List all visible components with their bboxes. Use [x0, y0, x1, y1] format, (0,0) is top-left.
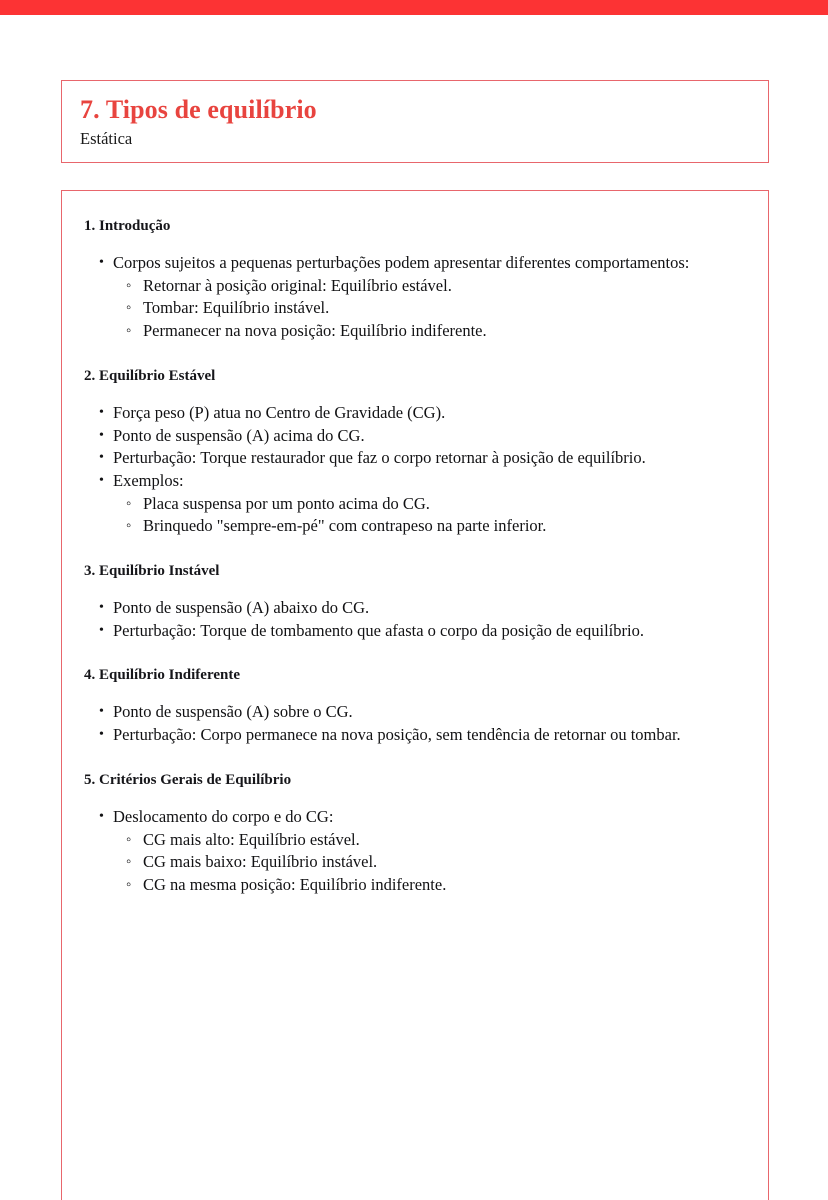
list-item: [82, 806, 748, 897]
sub-list-item-text: ◦ CG na mesma posição: Equilíbrio indiferente.: [143, 874, 748, 897]
section-block: [82, 666, 748, 746]
sub-list-item: [113, 320, 748, 343]
sub-bullet-list: [113, 829, 748, 897]
sub-list-item: [113, 493, 748, 516]
sub-list-item-text: ◦ Brinquedo "sempre-em-pé" com contrapeso na parte inferior.: [143, 515, 748, 538]
section-block: [82, 771, 748, 897]
sub-list-item: [113, 297, 748, 320]
list-item-text: • Força peso (P) atua no Centro de Gravidade (CG).: [113, 402, 748, 425]
list-item: [82, 252, 748, 343]
sub-list-item: [113, 874, 748, 897]
sub-list-item: [113, 275, 748, 298]
section-heading: 5. Critérios Gerais de Equilíbrio: [84, 771, 292, 788]
sub-list-item-text: ◦ Tombar: Equilíbrio instável.: [143, 297, 748, 320]
bullet-list: [82, 252, 748, 343]
sub-bullet-list: [113, 493, 748, 538]
bullet-list: [82, 597, 748, 642]
bullet-list: [82, 402, 748, 538]
list-item: [82, 402, 748, 425]
list-item: [82, 470, 748, 538]
document-page: [0, 15, 828, 1171]
list-item-text: • Ponto de suspensão (A) acima do CG.: [113, 425, 748, 448]
accent-top-bar: [0, 0, 828, 15]
sub-list-item: [113, 515, 748, 538]
sections-container: [82, 217, 748, 897]
section-heading: 3. Equilíbrio Instável: [84, 563, 220, 580]
list-item-text: • Ponto de suspensão (A) abaixo do CG.: [113, 597, 748, 620]
list-item-text: • Perturbação: Corpo permanece na nova posição, sem tendência de retornar ou tombar.: [113, 724, 748, 747]
page-subtitle: Estática: [80, 129, 133, 148]
sub-bullet-list: [113, 275, 748, 343]
sub-list-item-text: ◦ Retornar à posição original: Equilíbrio estável.: [143, 275, 748, 298]
list-item: [82, 701, 748, 724]
sub-list-item: [113, 851, 748, 874]
sub-list-item-text: ◦ CG mais alto: Equilíbrio estável.: [143, 829, 748, 852]
section-block: [82, 562, 748, 642]
section-heading: 2. Equilíbrio Estável: [84, 367, 216, 384]
sub-list-item: [113, 829, 748, 852]
list-item-text: • Deslocamento do corpo e do CG:: [113, 806, 748, 829]
list-item-text: • Corpos sujeitos a pequenas perturbações podem apresentar diferentes comportamentos:: [113, 252, 748, 275]
list-item-text: • Exemplos:: [113, 470, 748, 493]
section-heading: 1. Introdução: [84, 218, 171, 234]
section-block: [82, 217, 748, 343]
sub-list-item-text: ◦ Permanecer na nova posição: Equilíbrio indiferente.: [143, 320, 748, 343]
bullet-list: [82, 806, 748, 897]
list-item: [82, 447, 748, 470]
list-item: [82, 620, 748, 643]
section-block: [82, 367, 748, 538]
list-item-text: • Perturbação: Torque de tombamento que afasta o corpo da posição de equilíbrio.: [113, 620, 748, 643]
section-heading: 4. Equilíbrio Indiferente: [84, 667, 240, 684]
list-item: [82, 724, 748, 747]
sub-list-item-text: ◦ CG mais baixo: Equilíbrio instável.: [143, 851, 748, 874]
bullet-list: [82, 701, 748, 746]
page-title: 7. Tipos de equilíbrio: [80, 95, 317, 124]
sub-list-item-text: ◦ Placa suspensa por um ponto acima do CG.: [143, 493, 748, 516]
content-card: [61, 190, 769, 1200]
list-item-text: • Ponto de suspensão (A) sobre o CG.: [113, 701, 748, 724]
list-item: [82, 425, 748, 448]
list-item-text: • Perturbação: Torque restaurador que faz o corpo retornar à posição de equilíbrio.: [113, 447, 748, 470]
list-item: [82, 597, 748, 620]
title-card: [61, 80, 769, 163]
